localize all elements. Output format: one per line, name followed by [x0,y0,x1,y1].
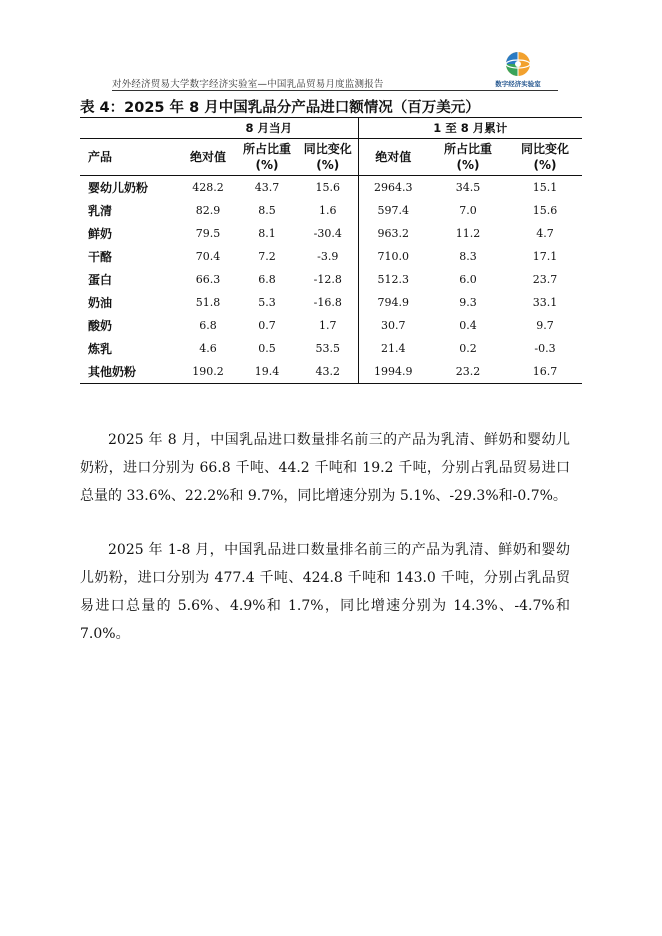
table-row [80,176,582,200]
value-cell: 66.3 [195,273,221,286]
value-cell: 6.8 [199,319,217,332]
column-header-abs: 绝对值 [180,139,236,176]
value-cell: 79.5 [195,227,221,240]
value-cell: -0.3 [534,342,556,355]
value-cell: 4.6 [199,342,217,355]
product-name-cell: 其他奶粉 [80,360,180,384]
globe-logo-icon [503,50,533,78]
table-row [80,199,582,222]
table-row [80,314,582,337]
value-cell: 9.7 [536,319,554,332]
value-cell: 5.3 [258,296,276,309]
value-cell: 21.4 [381,342,406,355]
value-cell: -12.8 [298,268,358,291]
value-cell: 43.7 [254,181,280,194]
column-header-share: 所占比重 (%) [428,139,508,176]
group-header-month: 8 月当月 [180,118,358,139]
value-cell: 11.2 [455,227,481,240]
product-name-cell: 乳清 [88,204,113,218]
value-cell: 23.2 [428,360,508,384]
product-name-cell: 奶油 [88,296,113,310]
value-cell: 19.4 [236,360,298,384]
product-name-cell: 鲜奶 [88,227,113,241]
value-cell: 0.4 [459,319,477,332]
value-cell: 30.7 [381,319,406,332]
value-cell: 1994.9 [358,360,428,384]
table-row [80,268,582,291]
value-cell: 16.7 [508,360,582,384]
table-title: 表 4：2025 年 8 月中国乳品分产品进口额情况（百万美元） [80,100,480,116]
value-cell: 428.2 [192,181,224,194]
value-cell: 6.0 [459,273,477,286]
paragraph-cumulative: 2025 年 1-8 月，中国乳品进口数量排名前三的产品为乳清、鲜奶和婴幼儿奶粉，进口分别为 477.4 千吨、424.8 千吨和 143.0 千吨，分别占乳品贸易进口总量的 5.6%、4.9%和 1.7%，同比增速分别为 14.3%、-4.7%和 7.0%。 [80,542,570,642]
value-cell: 4.7 [536,227,554,240]
value-cell: 70.4 [195,250,221,263]
value-cell: -16.8 [298,291,358,314]
product-name-cell: 婴幼儿奶粉 [88,181,149,195]
value-cell: 34.5 [455,181,481,194]
logo-text: 数字经济实验室 [495,80,541,88]
value-cell: 15.6 [532,204,558,217]
report-header: 对外经济贸易大学数字经济实验室—中国乳品贸易月度监测报告 [112,79,384,90]
value-cell: 9.3 [459,296,477,309]
value-cell: 6.8 [258,273,276,286]
value-cell: 8.3 [459,250,477,263]
paragraph-monthly: 2025 年 8 月，中国乳品进口数量排名前三的产品为乳清、鲜奶和婴幼儿奶粉，进口分别为 66.8 千吨、44.2 千吨和 19.2 千吨，分别占乳品贸易进口总量的 33.6%、22.2%和 9.7%，同比增速分别为 5.1%、-29.3%和-0.7%。 [80,432,570,504]
value-cell: 7.2 [258,250,276,263]
value-cell: 597.4 [377,204,409,217]
product-name-cell: 炼乳 [88,342,113,356]
value-cell: 8.5 [258,204,276,217]
value-cell: 710.0 [377,250,409,263]
column-header-product: 产品 [80,139,180,176]
column-header-abs: 绝对值 [358,139,428,176]
table-row [80,337,582,360]
product-name-cell: 干酪 [88,250,113,264]
value-cell: 23.7 [532,273,558,286]
value-cell: 0.5 [258,342,276,355]
column-header-yoy: 同比变化 (%) [298,139,358,176]
corner-cell [80,118,180,139]
value-cell: 0.2 [459,342,477,355]
value-cell: 2964.3 [374,181,413,194]
table-row [80,245,582,268]
value-cell: 15.6 [298,176,358,200]
value-cell: 794.9 [377,296,409,309]
value-cell: 1.6 [298,199,358,222]
value-cell: 8.1 [258,227,276,240]
value-cell: 7.0 [459,204,477,217]
value-cell: 17.1 [532,250,558,263]
group-header-cumulative: 1 至 8 月累计 [358,118,582,139]
product-name-cell: 酸奶 [88,319,113,333]
table-row [80,222,582,245]
value-cell: 1.7 [298,314,358,337]
column-header-share: 所占比重 (%) [236,139,298,176]
value-cell: -30.4 [298,222,358,245]
table-row [80,291,582,314]
value-cell: 51.8 [195,296,221,309]
value-cell: 82.9 [195,204,221,217]
value-cell: 33.1 [532,296,558,309]
value-cell: 53.5 [298,337,358,360]
header-divider [112,90,558,91]
value-cell: 512.3 [377,273,409,286]
value-cell: 190.2 [180,360,236,384]
product-name-cell: 蛋白 [88,273,113,287]
value-cell: 15.1 [532,181,558,194]
column-header-yoy: 同比变化 (%) [508,139,582,176]
value-cell: -3.9 [298,245,358,268]
table-row [80,360,582,384]
value-cell: 43.2 [298,360,358,384]
lab-logo [490,50,546,90]
import-value-table [80,117,582,384]
value-cell: 963.2 [377,227,409,240]
value-cell: 0.7 [258,319,276,332]
